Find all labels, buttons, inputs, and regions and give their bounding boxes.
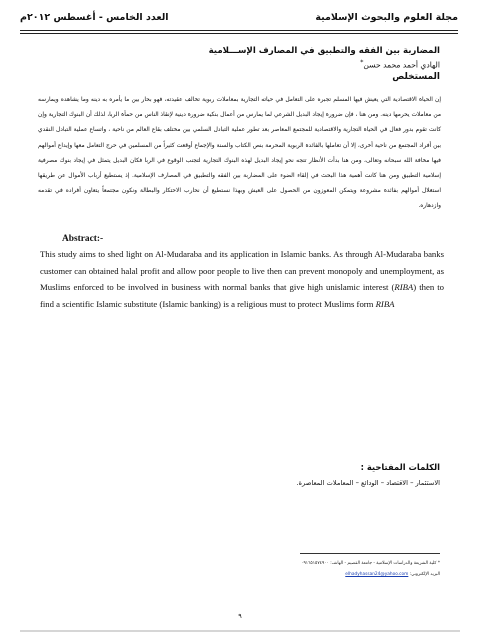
page-header [20,12,458,28]
email-label: البريد الإلكتروني: [409,572,440,577]
journal-name: مجلة العلوم والبحوث الإسلامية [315,12,458,23]
bottom-shadow-line [20,630,460,632]
footnote-affiliation: * كلية الشريعة والدراسات الإسلامية - جامعة القصيم - الهاتف: ٠٩١٦٥١٥٧٤٩٠٠ [301,561,440,566]
english-abstract-heading: Abstract:- [62,234,104,244]
abstract-text-part-1: This study aims to shed light on Al-Mudaraba and its application in Islamic banks. As through Al-Mudaraba banks customer can obtained halal profit and allow poor people to live then can prevent monopoly and unemployment, as Muslims enforced to be involved in business with normal banks that give high unislamic interest ( [40,249,444,293]
author-email-link[interactable]: elhadyhassan24@yahoo.com [345,572,409,577]
header-rule [20,30,458,34]
keywords-list: الاستثمار – الاقتصاد – الودائع – المعاملات المعاصرة. [296,479,440,487]
arabic-abstract-body: إن الحياة الاقتصادية التي يعيش فيها المسلم تجبره على التعامل في حياته التجارية بمعاملات ربوية تخالف عقيدته، فهو بحار بين ما يأمره به دينه وما يشاهده ويمارسه من معاملات يحرمها دينه. ومن هنا ، فإن ضرورة إيجاد البديل الشرعي لما يمارس من أعمال بنكية ضرورة دينية لإنقاذ الناس من حمأة الربا، لذلك أن البنوك التجارية وإن كانت تقوم بدور فعال في الحياة التجارية والاقتصادية للمجتمع المعاصر بعد تطور عملية التبادل السلمي بين مختلف بقاع العالم من ناحية ، واتساع عملية التبادل النقدي بين أفراد المجتمع من ناحية أخرى، إلا أن تعاملها بالفائدة الربوية المحرمة بنص الكتاب والسنة والإجماع أوقعت كثيراً من المسلمين في حرج التعامل معها وإيداع أموالهم فيها مخافة الله سبحانه وتعالى، ومن هنا بدأت الأنظار تتجه نحو إيجاد البديل لهذه البنوك التجارية لتجنب الوقوع في الربا فكان البديل يتمثل في إيجاد بنوك مصرفية إسلامية التطبيق ومن هنا كانت أهمية هذا البحث في إلقاء الضوء على المضاربة بين الفقه والتطبيق في المصارف الإسلامية. إذ يستطيع أرباب الأموال عن طريقها استغلال أموالهم بفائدة مشروعة ويتمكن المعوزون من الحصول على العيش وبهذا نستطيع أن نحارب الاحتكار والبطالة ونكون مجتمعاً يتعاون أفراده في تقدمه وازدهاره. [38,97,441,210]
riba-term: RIBA [394,282,414,293]
arabic-abstract-heading: المستخلص [392,72,440,82]
article-title: المضاربة بين الفقه والتطبيق في المصارف الإســـلامية [208,46,440,56]
footnote-rule [300,553,440,554]
riba-term-end: RIBA [375,299,395,310]
author-name: الهادي أحمد محمد حسن [363,60,440,70]
author-line [40,59,440,70]
author-footnote-mark: * [360,59,364,66]
page-number: ٩ [238,613,242,620]
footnote-email-line [140,572,440,577]
keywords-heading: الكلمات المفتاحية : [360,462,440,472]
abstract-text-part-2: ) then to find a scientific Islamic substitute (Islamic banking) is a religious must to protect Muslims form [40,282,444,310]
english-abstract-body [40,246,444,313]
issue-info: العدد الخامس - أغسطس ٢٠١٢م [20,12,169,23]
